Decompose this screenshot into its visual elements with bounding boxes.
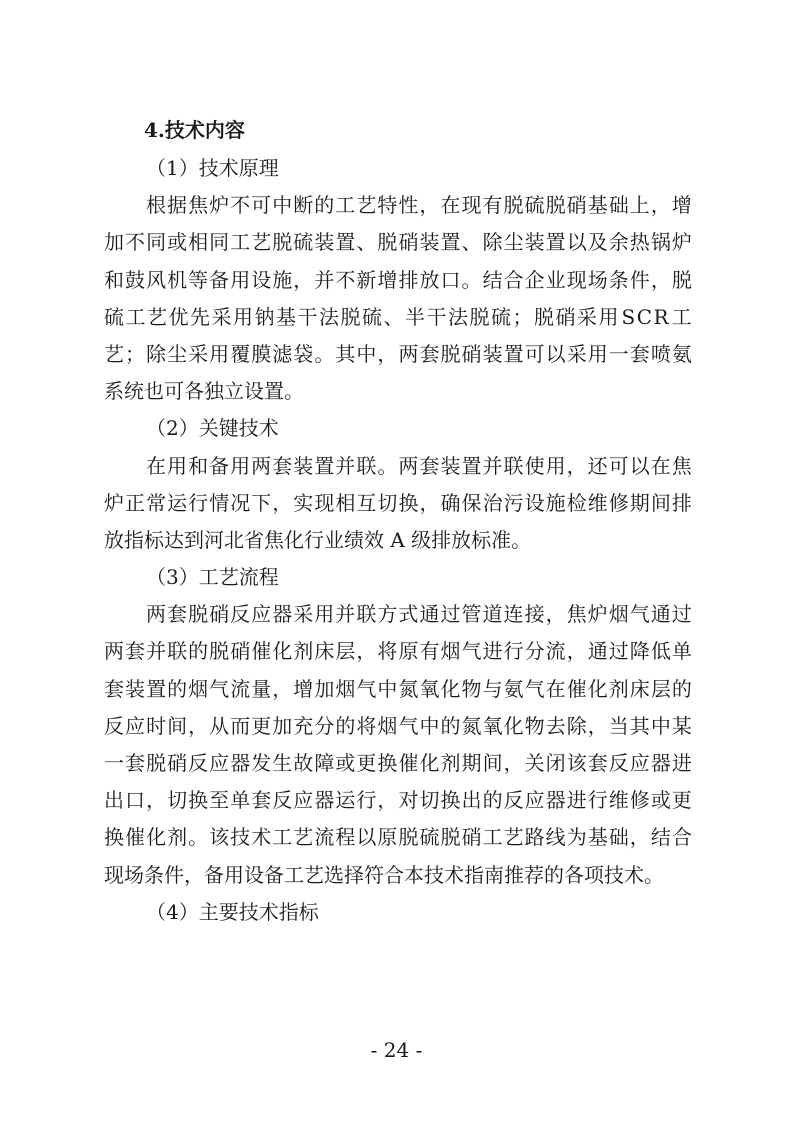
paragraph-line: 两 套 脱 硝 反 应 器 采 用 并 联 方 式 通 过 管 道 连 接 ， 焦 炉 烟 气 通 过 [146,602,692,627]
subsection-heading: （3）工艺流程 [146,565,279,590]
paragraph-line: 在 用 和 备 用 两 套 装 置 并 联 。 两 套 装 置 并 联 使 用 ， 还 可 以 在 焦 [146,453,692,478]
paragraph-line: 和 鼓 风 机 等 备 用 设 施 ， 并 不 新 增 排 放 口 。 结 合 企 业 现 场 条 件 ， 脱 [104,267,692,292]
paragraph-line: 艺 ； 除 尘 采 用 覆 膜 滤 袋 。 其 中 ， 两 套 脱 硝 装 置 可 以 采 用 一 套 喷 氨 [104,341,692,366]
paragraph-line: 根 据 焦 炉 不 可 中 断 的 工 艺 特 性 ， 在 现 有 脱 硫 脱 硝 基 础 上 ， 增 [146,193,692,218]
paragraph-line: 放指标达到河北省焦化行业绩效 A 级排放标准。 [104,527,532,552]
paragraph-line: 系统也可各独立设置。 [104,379,304,404]
paragraph-line: 现场条件，备用设备工艺选择符合本技术指南推荐的各项技术。 [104,862,664,887]
paragraph-line: 硫 工 艺 优 先 采 用 钠 基 干 法 脱 硫 、 半 干 法 脱 硫 ； 脱 硝 采 用 S C R 工 [104,304,692,329]
paragraph-line: 炉 正 常 运 行 情 况 下 ， 实 现 相 互 切 换 ， 确 保 治 污 设 施 检 维 修 期 间 排 [104,490,692,515]
section-title: 4.技术内容 [144,118,245,142]
paragraph-line: 加 不 同 或 相 同 工 艺 脱 硫 装 置 、 脱 硝 装 置 、 除 尘 装 置 以 及 余 热 锅 炉 [104,230,692,255]
subsection-heading: （2）关键技术 [146,416,279,441]
page-number: - 24 - [370,1038,423,1062]
document-body [104,110,692,931]
paragraph-line: 换 催 化 剂 。 该 技 术 工 艺 流 程 以 原 脱 硫 脱 硝 工 艺 路 线 为 基 础 ， 结 合 [104,825,692,850]
paragraph-line: 套 装 置 的 烟 气 流 量 ， 增 加 烟 气 中 氮 氧 化 物 与 氨 气 在 催 化 剂 床 层 的 [104,676,692,701]
subsection-heading: （4）主要技术指标 [146,899,319,924]
paragraph-line: 出 口 ， 切 换 至 单 套 反 应 器 运 行 ， 对 切 换 出 的 反 应 器 进 行 维 修 或 更 [104,788,692,813]
paragraph-line: 两 套 并 联 的 脱 硝 催 化 剂 床 层 ， 将 原 有 烟 气 进 行 分 流 ， 通 过 降 低 单 [104,639,692,664]
paragraph-line: 一 套 脱 硝 反 应 器 发 生 故 障 或 更 换 催 化 剂 期 间 ， 关 闭 该 套 反 应 器 进 [104,751,692,775]
paragraph-line: 反 应 时 间 ， 从 而 更 加 充 分 的 将 烟 气 中 的 氮 氧 化 物 去 除 ， 当 其 中 某 [104,713,692,738]
subsection-heading: （1）技术原理 [146,156,279,180]
